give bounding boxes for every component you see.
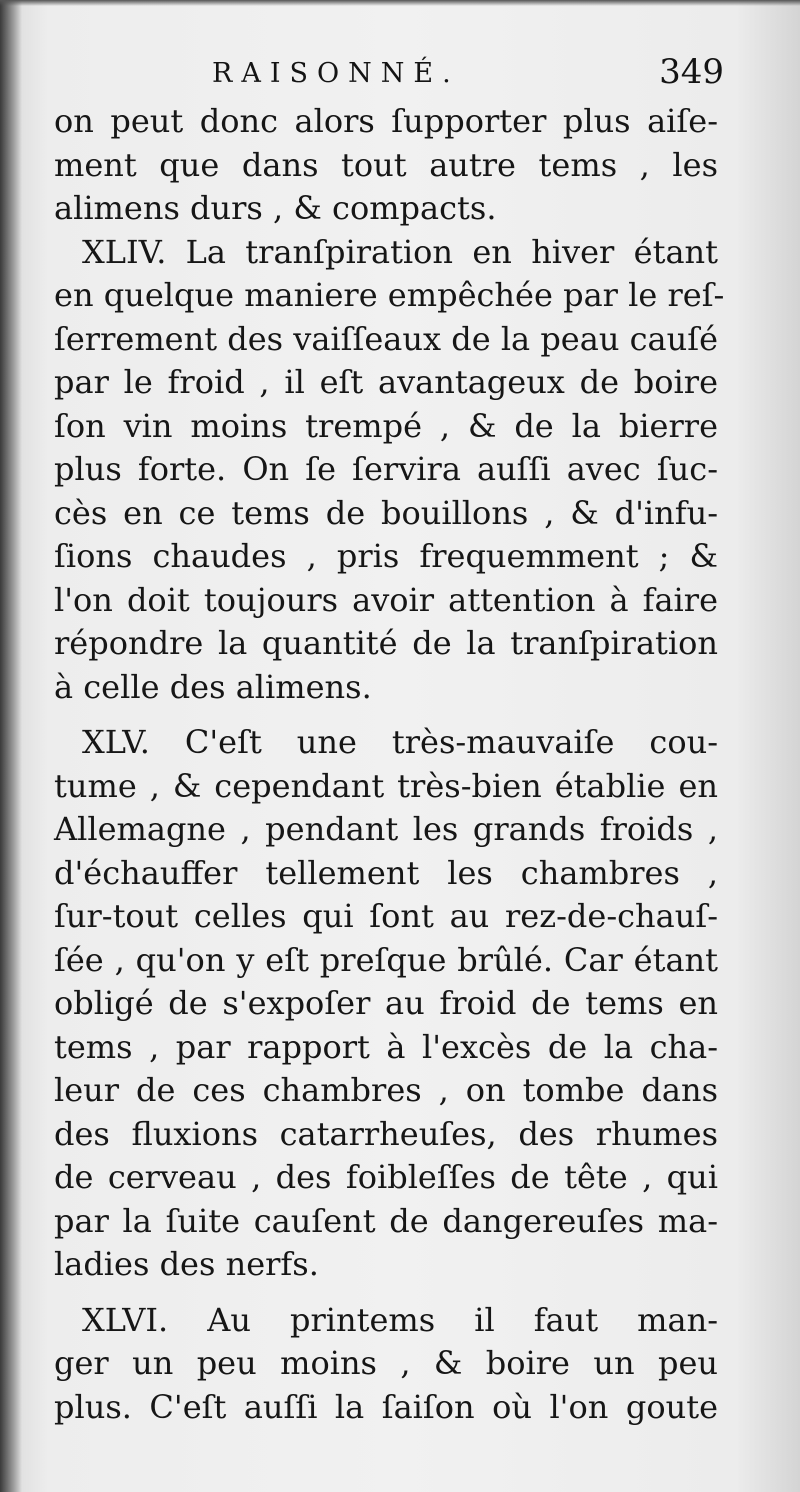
text-line: répondre la quantité de la tranſpiration	[54, 624, 718, 662]
text-line: on peut donc alors ſupporter plus aiſe-	[54, 102, 718, 140]
text-line: XLV. C'eſt une très-mauvaiſe cou-	[82, 723, 718, 761]
text-line: alimens durs , & compacts.	[54, 189, 497, 227]
page-number: 349	[659, 52, 724, 92]
text-line: XLVI. Au printems il faut man-	[82, 1300, 718, 1339]
text-line: ment que dans tout autre tems , les	[54, 145, 718, 184]
text-line: ladies des nerfs.	[54, 1245, 319, 1283]
text-line: cès en ce tems de bouillons , & d'infu-	[54, 493, 718, 532]
text-line: en quelque maniere empêchée par le reſ-	[54, 276, 725, 314]
paragraph-gap	[54, 709, 718, 721]
text-line: ſée , qu'on y eſt preſque brûlé. Car étant	[54, 940, 718, 979]
text-line: plus. C'eſt auſſi la ſaiſon où l'on goute	[54, 1387, 718, 1426]
page-header	[52, 52, 724, 96]
text-line: obligé de s'expoſer au froid de tems en	[54, 984, 718, 1022]
text-line: ſions chaudes , pris frequemment ; &	[54, 537, 718, 575]
page-top-edge	[0, 0, 800, 6]
text-line: l'on doit toujours avoir attention à faire	[54, 580, 718, 619]
text-line: d'échauffer tellement les chambres ,	[54, 853, 718, 892]
text-line: tume , & cependant très-bien établie en	[54, 766, 718, 805]
text-line: ſur-tout celles qui ſont au rez-de-chauſ-	[54, 897, 718, 935]
text-line: de cerveau , des foibleſſes de tête , qui	[54, 1158, 718, 1196]
text-line: des fluxions catarrheuſes, des rhumes	[54, 1114, 718, 1153]
page-gutter-shadow	[0, 0, 22, 1492]
text-line: tems , par rapport à l'excès de la cha-	[54, 1027, 718, 1066]
text-line: par la ſuite cauſent de dangereuſes ma-	[54, 1201, 718, 1240]
text-line: ſon vin moins trempé , & de la bierre	[54, 406, 718, 445]
body-text	[54, 100, 725, 1429]
text-line: XLIV. La tranſpiration en hiver étant	[82, 232, 718, 271]
text-line: par le froid , il eſt avantageux de boire	[54, 363, 718, 401]
text-line: plus forte. On ſe ſervira auſſi avec ſuc-	[54, 450, 718, 488]
text-line: leur de ces chambres , on tombe dans	[54, 1071, 718, 1109]
text-line: ſerrement des vaiſſeaux de la peau cauſé	[54, 319, 718, 358]
paragraph-gap	[54, 1287, 718, 1299]
running-head: RAISONNÉ.	[212, 58, 460, 89]
text-line: Allemagne , pendant les grands froids ,	[54, 810, 718, 848]
text-line: à celle des alimens.	[54, 667, 372, 706]
text-line: ger un peu moins , & boire un peu	[54, 1344, 718, 1382]
